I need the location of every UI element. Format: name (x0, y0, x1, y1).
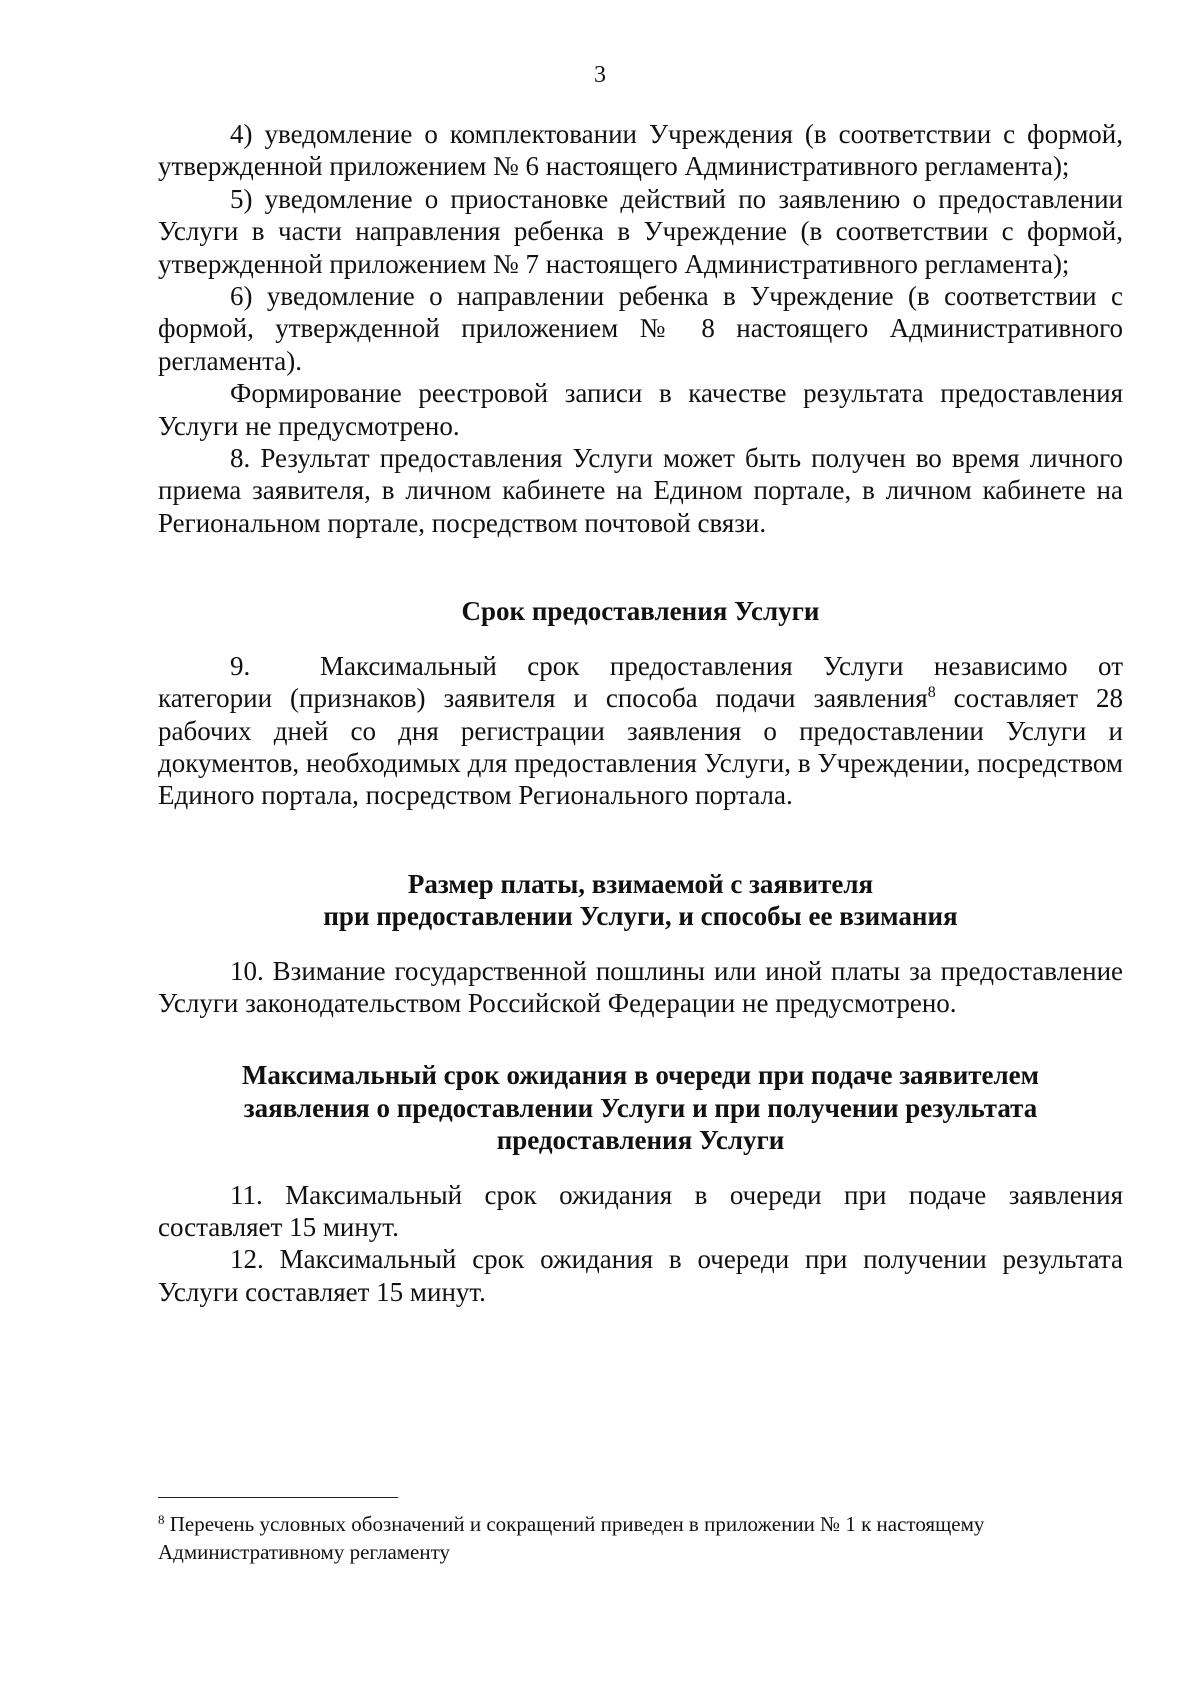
heading-queue-line-3: предоставления Услуги (496, 1125, 785, 1156)
paragraph-item-5: 5) уведомление о приостановке действий по заявлению о предоставлении Услуги в части направления ребенка в Учреждение (в соответствии с формой, утвержденной приложением № 7 настоящего Административного регламента); (158, 183, 1123, 279)
footnote-text: Перечень условных обозначений и сокращений приведен в приложении № 1 к настоящему Административному регламенту (158, 1512, 985, 1564)
footnote (158, 1510, 1123, 1566)
heading-queue-line-1: Максимальный срок ожидания в очереди при подаче заявителем (241, 1060, 1040, 1091)
footnote-reference-mark: 8 (927, 684, 936, 702)
heading-queue-line-2: заявления о предоставлении Услуги и при получении результата (243, 1092, 1038, 1123)
heading-fee-line-2: при предоставлении Услуги, и способы ее взимания (323, 901, 958, 932)
heading-service-term: Срок предоставления Услуги (461, 596, 820, 627)
heading-fee-line-1: Размер платы, взимаемой с заявителя (407, 868, 874, 899)
paragraph-item-11: 11. Максимальный срок ожидания в очереди при подаче заявления составляет 15 минут. (158, 1179, 1123, 1242)
document-body (158, 118, 1123, 1308)
paragraph-item-10: 10. Взимание государственной пошлины или иной платы за предоставление Услуги законодательством Российской Федерации не предусмотрено. (158, 955, 1123, 1018)
paragraph-item-8: 8. Результат предоставления Услуги может быть получен во время личного приема заявителя, в личном кабинете на Едином портале, в личном кабинете на Региональном портале, посредством почтовой связи. (158, 443, 1123, 538)
paragraph-item-12: 12. Максимальный срок ожидания в очереди при получении результата Услуги составляет 15 минут. (158, 1244, 1123, 1307)
item-9-number: 9. (230, 650, 251, 681)
page-number: 3 (594, 62, 606, 88)
paragraph-item-6: 6) уведомление о направлении ребенка в Учреждение (в соответствии с формой, утвержденной приложением № 8 настоящего Административного регламента). (158, 281, 1123, 376)
footnote-separator (158, 1497, 398, 1498)
heading-fee (158, 868, 1123, 933)
heading-queue-time (158, 1059, 1123, 1156)
item-9-text-end: составляет 28 рабочих дней со дня регистрации заявления о предоставлении Услуги и документов, необходимых для предоставления Услуги, в Учреждении, посредством Единого портала, посредством Регионального портала. (158, 683, 1123, 811)
paragraph-registry-record: Формирование реестровой записи в качестве результата предоставления Услуги не предусмотрено. (158, 378, 1123, 441)
paragraph-item-4: 4) уведомление о комплектовании Учреждения (в соответствии с формой, утвержденной приложением № 6 настоящего Административного регламента); (158, 119, 1123, 182)
footnote-mark: 8 (158, 1512, 165, 1527)
paragraph-item-9 (158, 650, 1123, 812)
item-9-text-start: Максимальный срок предоставления Услуги независимо от категории (признаков) заявителя и способа подачи заявления (158, 650, 1123, 714)
